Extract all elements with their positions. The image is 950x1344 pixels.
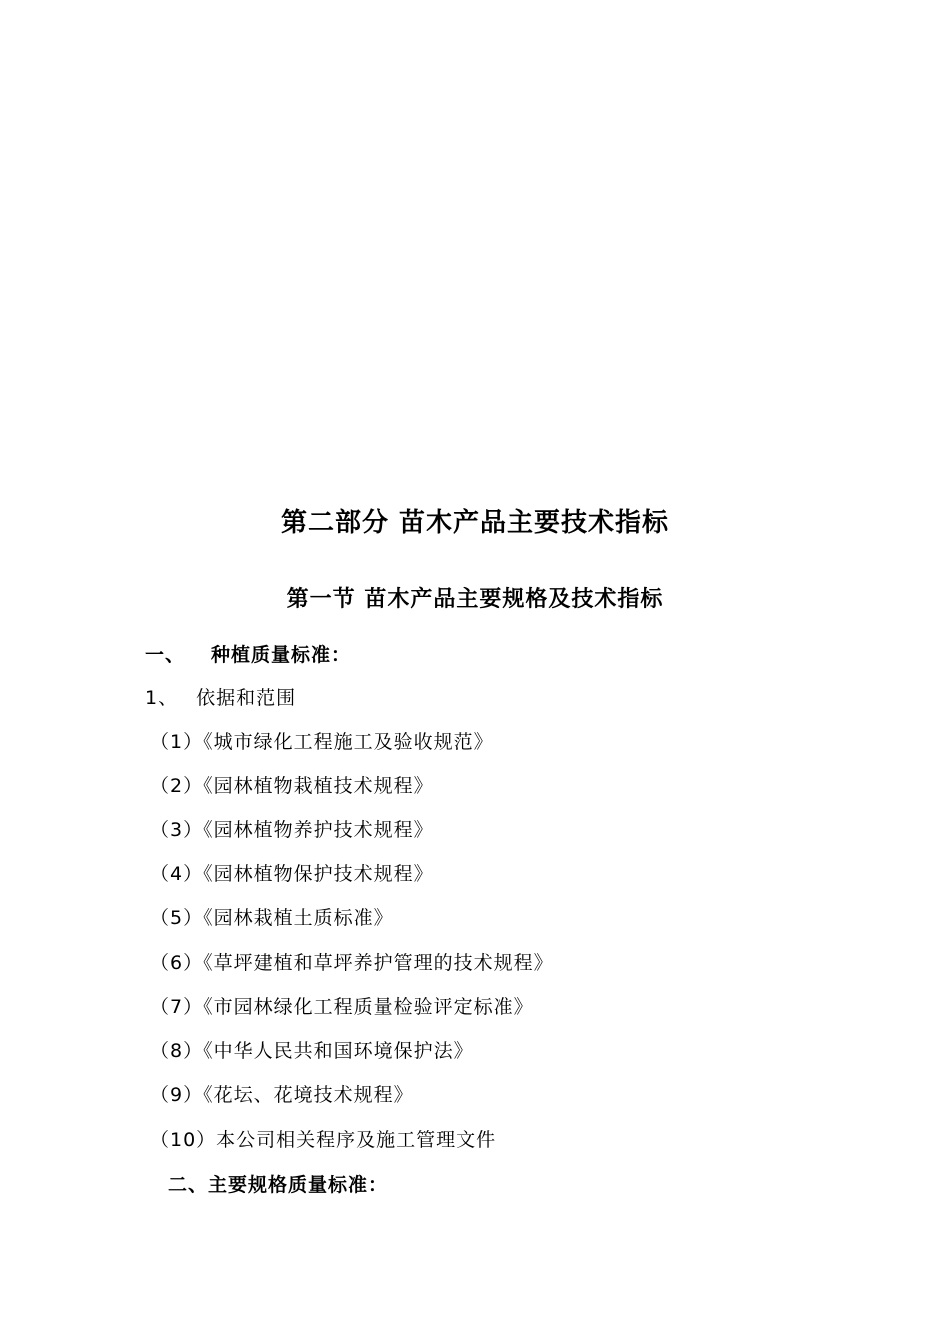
reference-item-10: （10）本公司相关程序及施工管理文件 xyxy=(150,1129,497,1151)
heading-planting-quality xyxy=(145,640,351,667)
subheading-number: 1、 xyxy=(145,687,179,709)
section-title: 第一节 苗木产品主要规格及技术指标 xyxy=(286,587,664,612)
reference-item-6: （6）《草坪建植和草坪养护管理的技术规程》 xyxy=(150,952,554,974)
subheading-text: 依据和范围 xyxy=(196,687,297,709)
reference-item-8: （8）《中华人民共和国环境保护法》 xyxy=(150,1040,474,1062)
part-title: 第二部分 苗木产品主要技术指标 xyxy=(280,508,670,538)
heading-text: 种植质量标准： xyxy=(211,644,352,666)
heading-main-specs: 二、主要规格质量标准： xyxy=(168,1174,389,1196)
reference-item-7: （7）《市园林绿化工程质量检验评定标准》 xyxy=(150,996,534,1018)
reference-item-9: （9）《花坛、花境技术规程》 xyxy=(150,1084,414,1106)
reference-item-4: （4）《园林植物保护技术规程》 xyxy=(150,863,434,885)
reference-item-5: （5）《园林栽植土质标准》 xyxy=(150,907,394,929)
subheading-basis-scope xyxy=(145,683,296,710)
reference-item-1: （1）《城市绿化工程施工及验收规范》 xyxy=(150,731,494,753)
heading-number: 一、 xyxy=(145,644,186,666)
reference-item-3: （3）《园林植物养护技术规程》 xyxy=(150,819,434,841)
reference-item-2: （2）《园林植物栽植技术规程》 xyxy=(150,775,434,797)
